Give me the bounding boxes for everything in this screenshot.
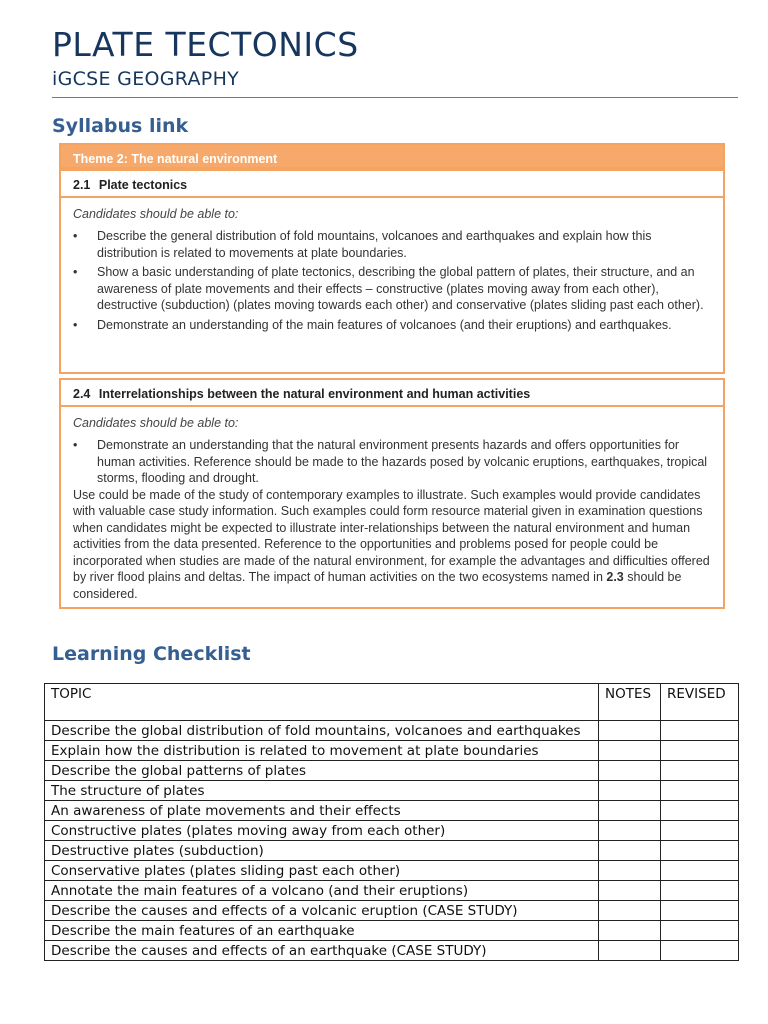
section-intro: Candidates should be able to: [73,416,239,430]
bullet-icon: • [73,229,78,243]
notes-checkbox-cell[interactable] [599,841,661,861]
revised-checkbox-cell[interactable] [661,841,739,861]
topic-cell: An awareness of plate movements and their effects [45,801,599,821]
topic-cell: Conservative plates (plates sliding past each other) [45,861,599,881]
notes-checkbox-cell[interactable] [599,721,661,741]
table-row [45,801,739,821]
title-divider [52,97,738,98]
page-subtitle: iGCSE GEOGRAPHY [52,68,240,90]
notes-checkbox-cell[interactable] [599,761,661,781]
notes-checkbox-cell[interactable] [599,801,661,821]
section-title: Plate tectonics [98,178,188,192]
syllabus-heading: Syllabus link [52,115,189,137]
bullet-list [61,431,723,487]
topic-cell: Describe the causes and effects of a volcanic eruption (CASE STUDY) [45,901,599,921]
topic-cell: Destructive plates (subduction) [45,841,599,861]
checklist-heading: Learning Checklist [52,643,251,665]
table-row [45,721,739,741]
revised-checkbox-cell[interactable] [661,921,739,941]
theme-banner: Theme 2: The natural environment [59,143,725,169]
revised-checkbox-cell[interactable] [661,801,739,821]
revised-checkbox-cell[interactable] [661,861,739,881]
checklist-body [45,721,739,961]
table-row [45,741,739,761]
notes-checkbox-cell[interactable] [599,901,661,921]
section-number: 2.1 [73,178,91,192]
list-item: • Demonstrate an understanding of the main features of volcanoes (and their eruptions) and earthquakes. [73,317,672,332]
section-header [61,380,723,407]
revised-checkbox-cell[interactable] [661,901,739,921]
bullet-icon: • [73,317,78,332]
topic-cell: Constructive plates (plates moving away from each other) [45,821,599,841]
table-row [45,941,739,961]
table-row [45,841,739,861]
notes-checkbox-cell[interactable] [599,781,661,801]
table-header-row [45,684,739,721]
topic-cell: Describe the causes and effects of an earthquake (CASE STUDY) [45,941,599,961]
list-item: • Demonstrate an understanding that the natural environment presents hazards and offers opportunities for human activities. Reference should be made to the hazards posed by volcanic eruptions, earthquakes, tropical storms, flooding and drought. [73,438,708,485]
table-row [45,921,739,941]
table-row [45,881,739,901]
notes-checkbox-cell[interactable] [599,861,661,881]
bullet-icon: • [73,438,78,452]
section-title: Interrelationships between the natural environment and human activities [98,387,531,401]
list-item: • Describe the general distribution of fold mountains, volcanoes and earthquakes and explain how this distribution is related to movements at plate boundaries. [73,229,652,260]
syllabus-section-2-4 [59,378,725,609]
topic-cell: Describe the global distribution of fold mountains, volcanoes and earthquakes [45,721,599,741]
column-header-topic: TOPIC [45,684,599,721]
page-title: PLATE TECTONICS [52,25,359,64]
list-item: • Show a basic understanding of plate tectonics, describing the global pattern of plates, their structure, and an awareness of plate movements and their effects – constructive (plates moving away from each other), destructive (subduction) (plates moving towards each other) and conservative (plates sliding past each other). [73,265,704,312]
table-row [45,901,739,921]
section-paragraph: Use could be made of the study of contemporary examples to illustrate. Such examples would provide candidates with valuable case study information. Such examples could form resource material given in examination questions when candidates might be expected to illustrate inter-relationships between the natural environment and human activities from the data presented. Reference to the opportunities and problems posed for people could be incorporated when studies are made of the natural environment, for example the advantages and difficulties offered by river flood plains and deltas. The impact of human activities on the two ecosystems named in 2.3 should be considered. [73,487,710,601]
syllabus-section-2-1 [59,169,725,374]
notes-checkbox-cell[interactable] [599,741,661,761]
notes-checkbox-cell[interactable] [599,881,661,901]
notes-checkbox-cell[interactable] [599,821,661,841]
revised-checkbox-cell[interactable] [661,881,739,901]
learning-checklist-table [44,683,739,961]
table-row [45,821,739,841]
table-row [45,861,739,881]
revised-checkbox-cell[interactable] [661,761,739,781]
notes-checkbox-cell[interactable] [599,921,661,941]
topic-cell: Annotate the main features of a volcano (and their eruptions) [45,881,599,901]
revised-checkbox-cell[interactable] [661,721,739,741]
table-row [45,781,739,801]
revised-checkbox-cell[interactable] [661,941,739,961]
topic-cell: Describe the main features of an earthquake [45,921,599,941]
topic-cell: The structure of plates [45,781,599,801]
revised-checkbox-cell[interactable] [661,821,739,841]
bullet-list [61,222,723,333]
revised-checkbox-cell[interactable] [661,781,739,801]
revised-checkbox-cell[interactable] [661,741,739,761]
notes-checkbox-cell[interactable] [599,941,661,961]
topic-cell: Explain how the distribution is related to movement at plate boundaries [45,741,599,761]
section-intro: Candidates should be able to: [73,207,239,221]
column-header-revised: REVISED [661,684,739,721]
section-reference: 2.3 [606,570,624,584]
bullet-icon: • [73,265,78,279]
table-row [45,761,739,781]
section-number: 2.4 [73,387,91,401]
topic-cell: Describe the global patterns of plates [45,761,599,781]
section-header [61,171,723,198]
column-header-notes: NOTES [599,684,661,721]
